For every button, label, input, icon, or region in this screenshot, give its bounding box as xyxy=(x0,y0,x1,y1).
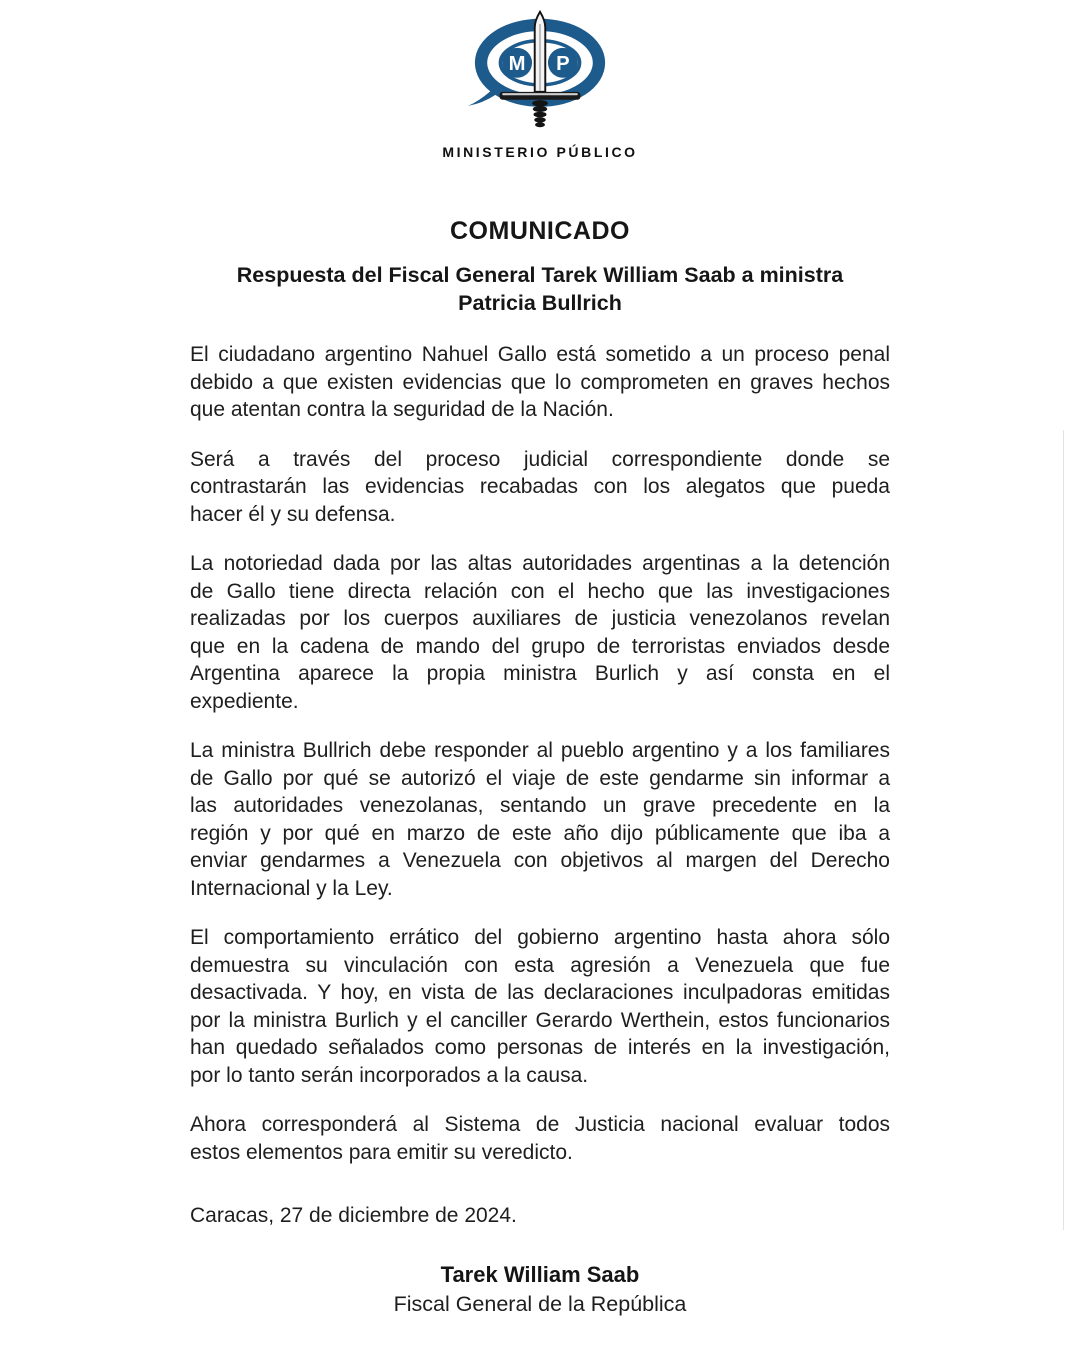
sword-crossguard-highlight xyxy=(502,93,578,95)
text-line: Será a través del proceso judicial correspondiente donde se xyxy=(190,447,890,471)
text-line: realizadas por los cuerpos auxiliares de justicia venezolanos revelan xyxy=(190,607,890,630)
paragraph xyxy=(190,550,890,715)
document-subtitle xyxy=(190,261,890,317)
logo-caption: MINISTERIO PÚBLICO xyxy=(442,144,638,160)
sword-grip-coil xyxy=(534,117,546,122)
text-line: que en la cadena de mando del grupo de terroristas enviados desde xyxy=(190,634,890,658)
signature-block xyxy=(190,1261,890,1319)
scan-artifact-line xyxy=(1063,430,1064,1230)
document-title: COMUNICADO xyxy=(450,217,630,245)
ministerio-publico-logo-icon xyxy=(430,10,650,142)
paragraph xyxy=(190,341,890,424)
text-line: de Gallo por qué se autorizó el viaje de este gendarme sin informar a xyxy=(190,766,890,790)
text-line: región y por qué en marzo de este año dijo públicamente que iba a xyxy=(190,821,890,845)
document-body xyxy=(190,216,890,1319)
text-line: desactivada. Y hoy, en vista de las declaraciones inculpadoras emitidas xyxy=(190,981,890,1004)
text-line: enviar gendarmes a Venezuela con objetivos al margen del Derecho xyxy=(190,849,890,872)
text-line: por la ministra Burlich y el canciller Gerardo Werthein, estos funcionarios xyxy=(190,1008,890,1032)
text-line: que atentan contra la seguridad de la Nación. xyxy=(190,398,614,421)
text-line: Patricia Bullrich xyxy=(458,291,622,315)
text-line: estos elementos para emitir su veredicto. xyxy=(190,1140,573,1164)
dateline: Caracas, 27 de diciembre de 2024. xyxy=(190,1204,517,1227)
paragraph xyxy=(190,924,890,1089)
paragraph xyxy=(190,446,890,529)
text-line: La notoriedad dada por las altas autoridades argentinas a la detención xyxy=(190,552,890,575)
text-line: de Gallo tiene directa relación con el hecho que las investigaciones xyxy=(190,579,890,603)
text-line: El comportamiento errático del gobierno argentino hasta ahora sólo xyxy=(190,926,890,949)
text-line: Internacional y la Ley. xyxy=(190,876,393,900)
text-line: contrastarán las evidencias recabadas con los alegatos que pueda xyxy=(190,475,890,498)
sword-grip-coil xyxy=(533,106,547,112)
sword-grip-coil xyxy=(532,100,548,106)
sword-crossguard xyxy=(500,92,581,100)
logo-swoosh-tail xyxy=(468,91,496,106)
text-line: El ciudadano argentino Nahuel Gallo está sometido a un proceso penal xyxy=(190,343,890,366)
paragraph xyxy=(190,737,890,902)
logo-monogram-p: P xyxy=(556,52,570,75)
signature-name: Tarek William Saab xyxy=(440,1262,640,1287)
logo-monogram-m: M xyxy=(508,52,526,75)
text-line: debido a que existen evidencias que lo comprometen en graves hechos xyxy=(190,370,890,394)
text-line: La ministra Bullrich debe responder al pueblo argentino y a los familiares xyxy=(190,739,890,762)
sword-grip-coil xyxy=(533,112,546,118)
signature-title: Fiscal General de la República xyxy=(393,1292,687,1316)
paragraph xyxy=(190,1111,890,1166)
text-line: demuestra su vinculación con esta agresión a Venezuela que fue xyxy=(190,953,890,977)
text-line: hacer él y su defensa. xyxy=(190,502,396,526)
text-line: las autoridades venezolanas, sentando un grave precedente en la xyxy=(190,794,890,817)
text-line: expediente. xyxy=(190,689,299,713)
text-line: Ahora corresponderá al Sistema de Justicia nacional evaluar todos xyxy=(190,1113,890,1136)
text-line: Argentina aparece la propia ministra Burlich y así consta en el xyxy=(190,662,890,685)
text-line: han quedado señalados como personas de interés en la investigación, xyxy=(190,1036,890,1059)
masthead xyxy=(0,0,1080,160)
text-line: Respuesta del Fiscal General Tarek William Saab a ministra xyxy=(236,263,844,287)
paragraphs-section xyxy=(190,341,890,1166)
text-line: por lo tanto serán incorporados a la causa. xyxy=(190,1063,589,1087)
sword-grip-pommel xyxy=(535,122,545,127)
